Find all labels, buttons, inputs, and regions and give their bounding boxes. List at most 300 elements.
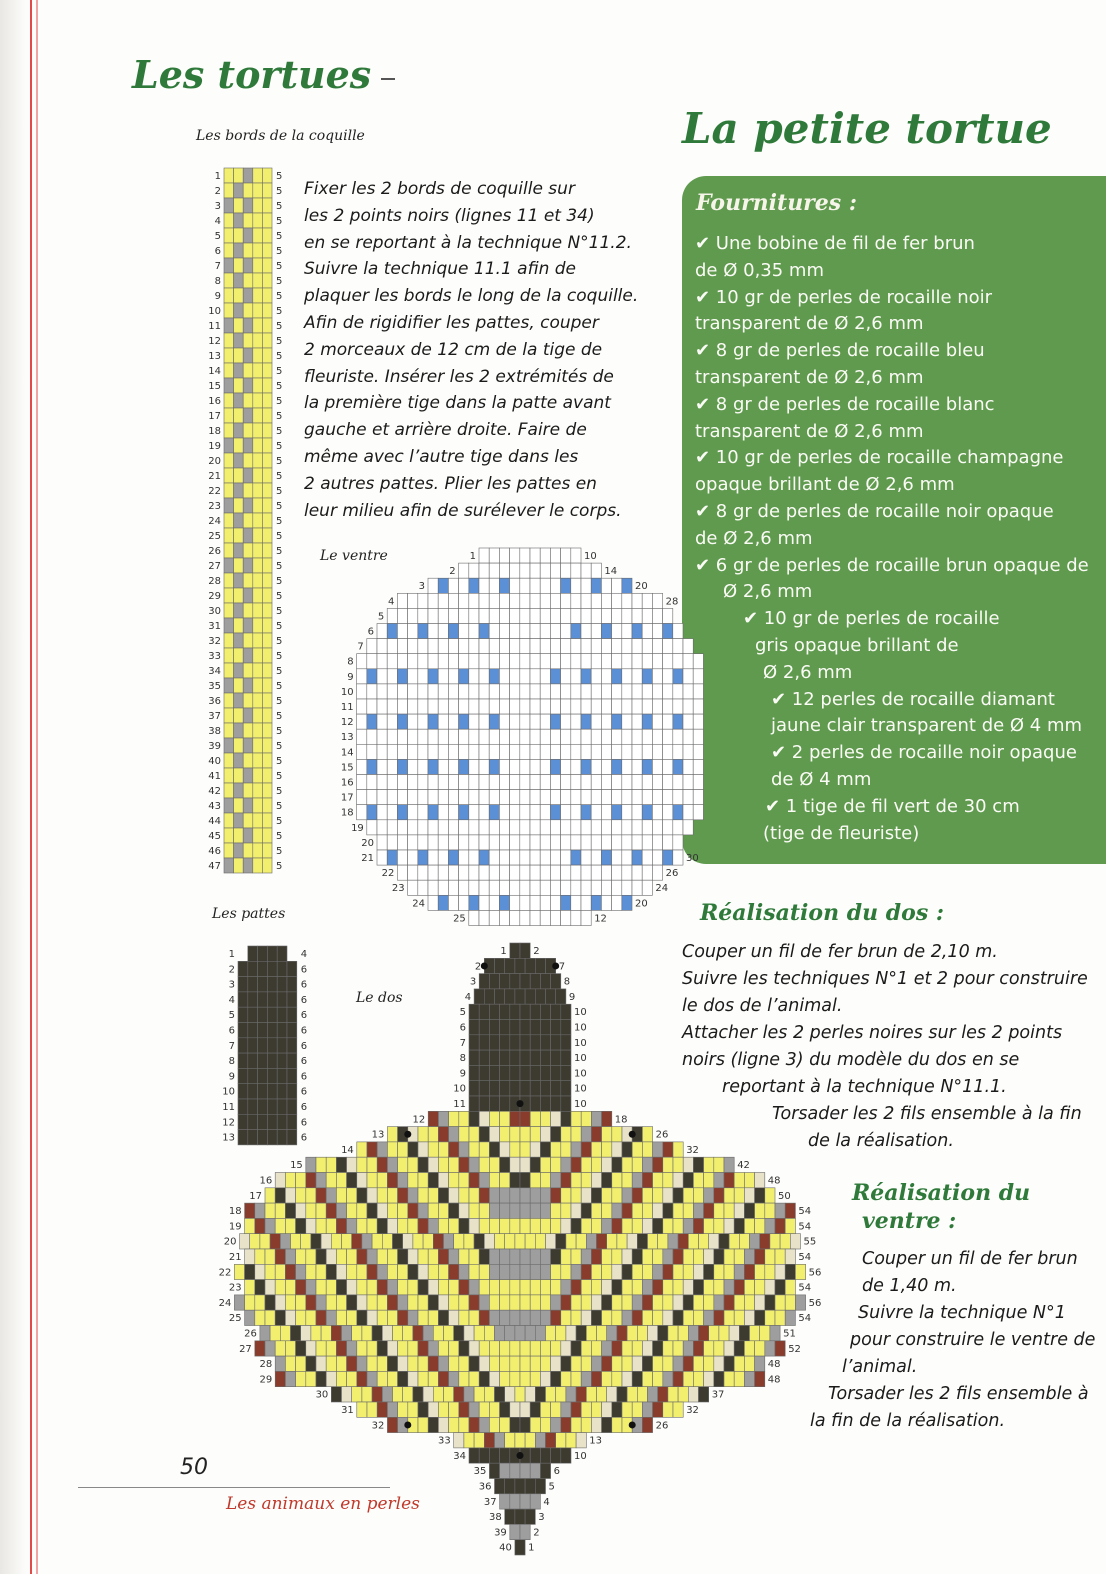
back-bead [449,1402,459,1417]
belly-bead [632,744,642,759]
back-bead [347,1188,357,1203]
back-bead [571,1417,581,1432]
row-number: 42 [737,1160,750,1172]
belly-section-title-line2: ventre : [862,1208,957,1234]
back-bead [520,1371,530,1386]
belly-bead [561,563,571,578]
row-number: 5 [276,636,283,647]
back-bead [576,1234,586,1249]
back-bead [602,1203,612,1218]
row-number: 22 [381,868,395,880]
back-bead [489,1463,499,1478]
back-bead [602,1173,612,1188]
back-bead [408,1142,418,1157]
back-bead [663,1157,673,1172]
back-bead [449,1310,459,1325]
belly-bead [428,624,438,639]
belly-bead [448,744,458,759]
edge-bead [253,198,263,213]
edge-bead [234,843,244,858]
back-bead [489,1127,499,1142]
back-bead [704,1188,714,1203]
back-bead [296,1173,306,1188]
back-bead [714,1249,724,1264]
belly-bead [642,850,652,865]
back-bead [260,1326,270,1341]
back-bead [683,1218,693,1233]
edge-bead [262,183,272,198]
edge-bead [253,348,263,363]
intro-line: fleuriste. Insérer les 2 extrémités de [304,366,614,387]
edge-bead [234,183,244,198]
back-bead [449,1157,459,1172]
back-bead [500,1004,510,1019]
belly-bead [612,608,622,623]
back-bead [285,1280,295,1295]
belly-bead [571,654,581,669]
back-bead [581,1203,591,1218]
edge-bead [234,753,244,768]
belly-bead [601,775,611,790]
row-number: 21 [228,1252,242,1263]
back-bead [347,1157,357,1172]
back-bead [479,1127,489,1142]
edge-bead [253,543,263,558]
back-bead [540,1157,550,1172]
back-bead [362,1326,372,1341]
row-number: 2 [533,946,540,957]
supply-line: ✔ 10 gr de perles de rocaille noir [695,286,993,308]
belly-bead [601,714,611,729]
row-number: 54 [798,1282,812,1294]
back-bead [510,1356,520,1371]
back-bead [561,1448,571,1463]
belly-caption: Le ventre [320,548,388,564]
edge-bead [243,588,253,603]
belly-bead [673,684,683,699]
back-bead [449,1341,459,1356]
belly-bead [652,865,662,880]
back-bead [296,1280,306,1295]
belly-bead [561,714,571,729]
back-bead [556,1326,566,1341]
back-bead [275,1249,285,1264]
belly-bead [571,759,581,774]
back-bead [556,989,566,1004]
back-bead [301,1326,311,1341]
back-bead [387,1310,397,1325]
belly-bead [438,714,448,729]
back-bead [469,1249,479,1264]
belly-bead [683,639,693,654]
back-bead [316,1249,326,1264]
back-bead [500,1249,510,1264]
row-number: 27 [239,1343,252,1355]
belly-bead [408,684,418,699]
belly-bead [571,805,581,820]
back-bead [551,1096,561,1111]
back-bead [515,1509,525,1524]
row-number: 6 [300,1117,308,1129]
edge-bead [262,333,272,348]
back-bead [479,1218,489,1233]
back-bead [785,1203,795,1218]
belly-bead [622,593,632,608]
back-bead [729,1234,739,1249]
back-bead [336,1264,346,1279]
belly-bead [581,729,591,744]
leg-bead [267,1084,277,1099]
intro-line: la première tige dans la patte avant [304,393,611,414]
belly-bead [591,850,601,865]
belly-bead [612,593,622,608]
back-bead [739,1234,749,1249]
back-bead [540,1065,550,1080]
belly-bead [489,548,499,563]
back-bead [438,1417,448,1432]
row-number: 10 [584,551,597,562]
back-bead [285,1371,295,1386]
edge-bead [253,633,263,648]
back-bead [755,1295,765,1310]
belly-bead [377,850,387,865]
belly-bead [622,865,632,880]
back-bead [408,1402,418,1417]
back-bead [357,1218,367,1233]
back-bead [632,1157,642,1172]
row-number: 5 [377,611,385,623]
back-bead [719,1326,729,1341]
back-bead [438,1142,448,1157]
row-number: 8 [563,976,571,988]
edge-bead [234,783,244,798]
back-bead [296,1356,306,1371]
back-bead [530,1448,540,1463]
belly-bead [499,759,509,774]
back-bead [393,1326,403,1341]
edge-bead [234,378,244,393]
back-bead [612,1188,622,1203]
belly-bead [561,895,571,910]
belly-bead [499,910,509,925]
back-bead [265,1264,275,1279]
back-bead [683,1295,693,1310]
belly-bead [397,744,407,759]
back-bead [459,1142,469,1157]
back-bead [520,1402,530,1417]
back-bead [551,1081,561,1096]
row-number: 48 [767,1175,781,1187]
edge-bead [224,348,234,363]
belly-bead [357,654,367,669]
back-bead [510,1402,520,1417]
belly-bead [571,790,581,805]
back-bead [479,1264,489,1279]
back-bead [744,1203,754,1218]
belly-bead [479,850,489,865]
row-number: 19 [228,1221,242,1233]
back-bead [357,1356,367,1371]
row-number: 5 [276,306,283,317]
back-bead [464,1433,474,1448]
back-bead [418,1203,428,1218]
back-bead [275,1173,285,1188]
back-bead [663,1218,673,1233]
back-bead [387,1402,397,1417]
edge-bead [224,843,234,858]
belly-bead [581,805,591,820]
belly-bead [550,895,560,910]
leg-bead [238,992,248,1007]
back-bead [530,1020,540,1035]
back-bead [571,1280,581,1295]
row-number: 39 [494,1527,507,1539]
belly-bead [652,850,662,865]
edge-bead [243,288,253,303]
back-bead [734,1188,744,1203]
back-bead [729,1326,739,1341]
back-bead [255,1203,265,1218]
belly-bead [663,684,673,699]
leg-bead [238,1068,248,1083]
back-bead [326,1280,336,1295]
back-bead [535,1433,545,1448]
back-bead [250,1234,260,1249]
belly-bead [428,850,438,865]
belly-bead [673,759,683,774]
belly-bead [397,684,407,699]
back-bead [540,1249,550,1264]
back-bead [602,1188,612,1203]
edge-bead [253,558,263,573]
row-number: 23 [228,1282,242,1294]
back-bead [387,1295,397,1310]
back-bead [734,1173,744,1188]
belly-bead [357,699,367,714]
belly-bead [520,669,530,684]
back-bead [530,1310,540,1325]
back-bead [377,1142,387,1157]
belly-bead [663,669,673,684]
edge-bead [253,213,263,228]
back-bead [505,1234,515,1249]
edge-bead [243,468,253,483]
row-number: 5 [276,531,283,542]
back-bead [597,1234,607,1249]
back-bead [398,1371,408,1386]
back-bead [387,1173,397,1188]
leg-bead [248,1084,258,1099]
back-bead [755,1249,765,1264]
back-bead [464,1387,474,1402]
back-bead [724,1310,734,1325]
belly-bead [591,563,601,578]
belly-bead [469,684,479,699]
belly-bead [448,593,458,608]
back-bead [336,1371,346,1386]
belly-bead [428,865,438,880]
belly-bead [418,820,428,835]
back-bead [632,1280,642,1295]
belly-bead [418,850,428,865]
row-number: 2 [449,566,456,578]
edge-bead [234,393,244,408]
belly-bead [652,759,662,774]
belly-section-title-line1: Réalisation du [852,1180,1031,1206]
belly-bead [499,714,509,729]
back-bead [591,1203,601,1218]
edge-bead [224,213,234,228]
back-bead [571,1341,581,1356]
back-bead [510,1264,520,1279]
belly-bead [357,805,367,820]
row-number: 22 [208,486,221,497]
back-bead [469,1065,479,1080]
row-number: 6 [300,1040,308,1052]
back-bead [602,1356,612,1371]
back-bead [602,1127,612,1142]
row-number: 5 [276,621,283,632]
leg-bead [267,1130,277,1145]
edge-bead [262,423,272,438]
back-bead [602,1157,612,1172]
back-bead [321,1326,331,1341]
belly-bead [652,684,662,699]
back-bead [678,1387,688,1402]
back-bead [693,1264,703,1279]
back-bead [336,1173,346,1188]
back-bead [622,1356,632,1371]
row-number: 5 [276,261,283,272]
belly-bead [367,684,377,699]
belly-bead [591,865,601,880]
belly-bead [601,608,611,623]
row-number: 13 [340,732,354,744]
back-bead [581,1417,591,1432]
belly-bead [438,865,448,880]
row-number: 5 [276,381,283,392]
back-bead [372,1326,382,1341]
back-bead [326,1157,336,1172]
row-number: 10 [574,1099,587,1110]
belly-bead [601,865,611,880]
belly-bead [622,744,632,759]
back-bead [760,1326,770,1341]
back-bead [530,1371,540,1386]
back-bead [433,1234,443,1249]
belly-bead [540,624,550,639]
belly-bead [469,639,479,654]
belly-bead [632,608,642,623]
back-bead [275,1218,285,1233]
back-bead [622,1142,632,1157]
back-bead [561,1356,571,1371]
row-number: 6 [367,626,374,638]
back-bead [699,1387,709,1402]
belly-bead [479,699,489,714]
back-bead [275,1341,285,1356]
back-bead [602,1218,612,1233]
back-bead [500,1310,510,1325]
belly-bead [673,714,683,729]
back-bead [347,1371,357,1386]
back-bead [653,1356,663,1371]
back-bead [551,1264,561,1279]
belly-bead [550,624,560,639]
back-bead [530,1402,540,1417]
edge-bead [262,303,272,318]
back-bead [505,1387,515,1402]
back-bead [377,1218,387,1233]
belly-bead [489,714,499,729]
back-bead [581,1127,591,1142]
belly-bead [428,775,438,790]
back-bead [581,1280,591,1295]
back-bead [296,1249,306,1264]
belly-bead [510,699,520,714]
back-bead [795,1295,805,1310]
back-bead [673,1188,683,1203]
back-bead [632,1402,642,1417]
back-bead [444,1387,454,1402]
row-number: 15 [290,1160,303,1172]
back-bead [540,1402,550,1417]
belly-bead [622,654,632,669]
edge-bead [224,243,234,258]
back-bead [530,1463,540,1478]
belly-bead [418,669,428,684]
leg-bead [238,977,248,992]
back-bead [581,1295,591,1310]
back-bead [540,1203,550,1218]
back-bead [398,1341,408,1356]
black-bead-marker [629,1421,636,1428]
belly-bead [448,895,458,910]
back-bead [755,1264,765,1279]
leg-bead [277,1130,287,1145]
row-number: 5 [276,741,283,752]
back-bead [520,974,530,989]
back-bead [734,1218,744,1233]
back-bead [336,1203,346,1218]
back-bead [546,1234,556,1249]
back-bead [561,1096,571,1111]
row-number: 8 [228,1056,235,1068]
leg-bead [238,1053,248,1068]
back-bead [306,1218,316,1233]
back-bead [245,1249,255,1264]
belly-bead [520,578,530,593]
back-bead [382,1234,392,1249]
back-bead [347,1173,357,1188]
belly-bead [408,775,418,790]
edge-bead [262,528,272,543]
back-bead [265,1341,275,1356]
belly-bead [448,880,458,895]
back-bead [408,1188,418,1203]
back-bead [500,1264,510,1279]
belly-bead [550,820,560,835]
belly-bead [510,669,520,684]
back-bead [551,1065,561,1080]
edge-bead [243,213,253,228]
row-number: 12 [222,1117,235,1129]
leg-bead [287,1053,297,1068]
back-bead [393,1387,403,1402]
back-bead [500,1173,510,1188]
belly-bead [408,850,418,865]
back-bead [744,1173,754,1188]
